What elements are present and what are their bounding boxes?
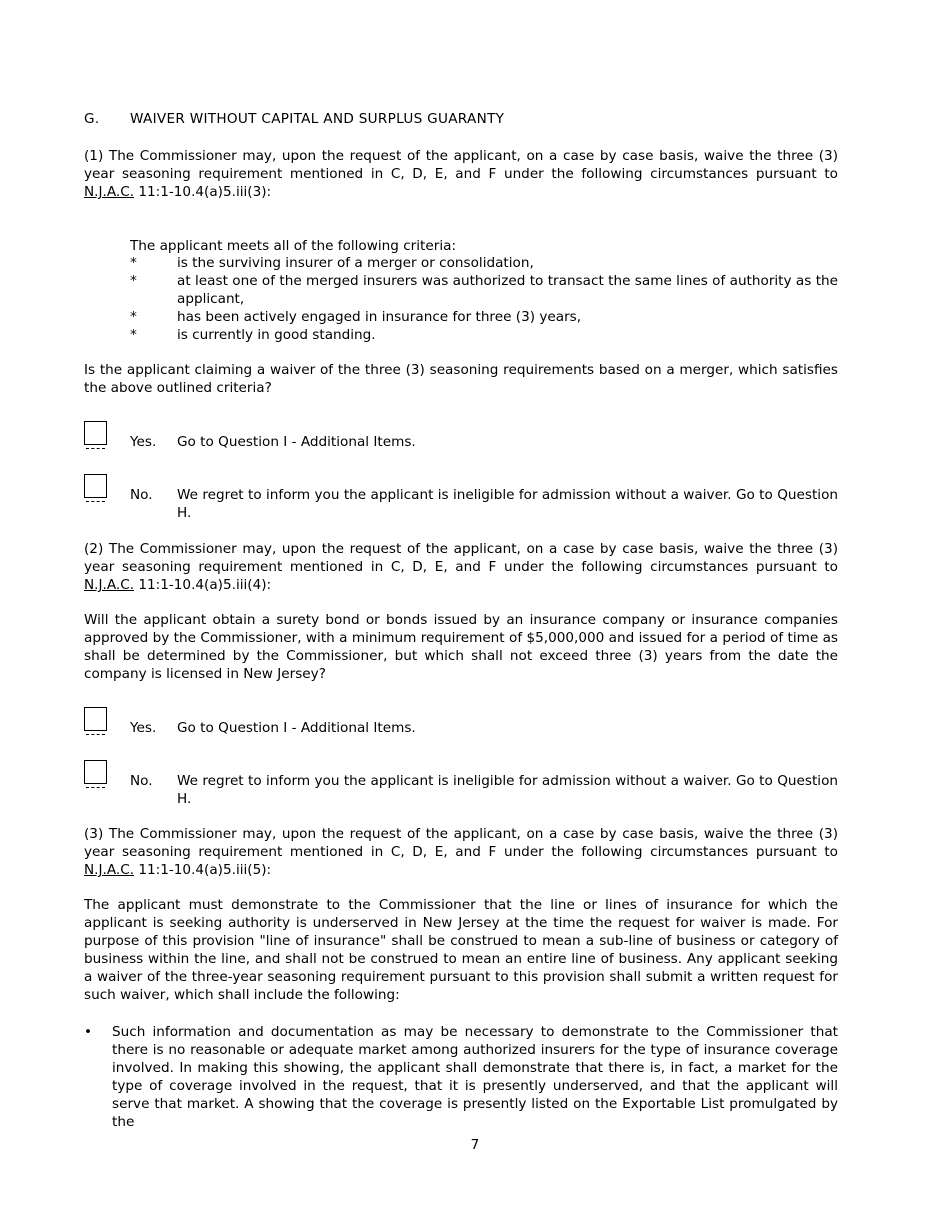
- no-label: No.: [130, 773, 153, 789]
- waiver-intro-1: (1) The Commissioner may, upon the request of the applicant, on a case by case basis, waive the three (3) year seasoning requirement mentioned in C, D, E, and F under the following circumstances pursuant to N.J.A.C. 11:1-10.4(a)5.iii(3):: [84, 148, 838, 200]
- njac-citation: N.J.A.C.: [84, 184, 135, 200]
- section-heading: [84, 110, 504, 128]
- yes-instruction: Go to Question I - Additional Items.: [177, 434, 416, 450]
- yes-label: Yes.: [130, 720, 157, 736]
- criteria-item: * is currently in good standing.: [130, 327, 376, 343]
- waiver-intro-3: (3) The Commissioner may, upon the request of the applicant, on a case by case basis, waive the three (3) year seasoning requirement mentioned in C, D, E, and F under the following circumstances pursuant to N.J.A.C. 11:1-10.4(a)5.iii(5):: [84, 826, 838, 878]
- no-instruction: We regret to inform you the applicant is ineligible for admission without a waiver. Go to Question H.: [177, 487, 838, 521]
- asterisk-bullet: *: [130, 273, 137, 289]
- page-number: 7: [470, 1137, 480, 1153]
- asterisk-bullet: *: [130, 309, 137, 325]
- merger-no-checkbox[interactable]: [84, 474, 107, 498]
- yes-instruction: Go to Question I - Additional Items.: [177, 720, 416, 736]
- section-letter: G.: [84, 111, 100, 127]
- surety-no-checkbox[interactable]: [84, 760, 107, 784]
- section-title: WAIVER WITHOUT CAPITAL AND SURPLUS GUARANTY: [130, 111, 505, 127]
- merger-yes-checkbox[interactable]: [84, 421, 107, 445]
- waiver-intro-2: (2) The Commissioner may, upon the request of the applicant, on a case by case basis, waive the three (3) year seasoning requirement mentioned in C, D, E, and F under the following circumstances pursuant to N.J.A.C. 11:1-10.4(a)5.iii(4):: [84, 541, 838, 593]
- criteria-intro: The applicant meets all of the following criteria:: [130, 238, 457, 254]
- underserved-paragraph: The applicant must demonstrate to the Commissioner that the line or lines of insurance for which the applicant is seeking authority is underserved in New Jersey at the time the request for waiver is made. For purpose of this provision "line of insurance" shall be construed to mean a sub-line of business or category of business within the line, and shall not be construed to mean an entire line of business. Any applicant seeking a waiver of the three-year seasoning requirement pursuant to this provision shall submit a written request for such waiver, which shall include the following:: [84, 897, 838, 1003]
- requirement-bullet-text: Such information and documentation as may be necessary to demonstrate to the Commissioner that there is no reasonable or adequate market among authorized insurers for the type of insurance coverage involved. In making this showing, the applicant shall demonstrate that there is, in fact, a market for the type of coverage involved in the request, that it is presently underserved, and that the applicant will serve that market. A showing that the coverage is presently listed on the Exportable List promulgated by the: [112, 1024, 838, 1130]
- criteria-item: * at least one of the merged insurers was authorized to transact the same lines of authority as the applicant,: [130, 273, 838, 307]
- no-label: No.: [130, 487, 153, 503]
- asterisk-bullet: *: [130, 255, 137, 271]
- no-instruction: We regret to inform you the applicant is ineligible for admission without a waiver. Go to Question H.: [177, 773, 838, 807]
- surety-yes-checkbox[interactable]: [84, 707, 107, 731]
- surety-bond-question: Will the applicant obtain a surety bond or bonds issued by an insurance company or insurance companies approved by the Commissioner, with a minimum requirement of $5,000,000 and issued for a period of time as shall be determined by the Commissioner, but which shall not exceed three (3) years from the date the company is licensed in New Jersey?: [84, 612, 838, 682]
- criteria-item: * is the surviving insurer of a merger or consolidation,: [130, 255, 534, 271]
- yes-label: Yes.: [130, 434, 157, 450]
- njac-citation: N.J.A.C.: [84, 577, 135, 593]
- bullet-dot: •: [84, 1024, 93, 1040]
- asterisk-bullet: *: [130, 327, 137, 343]
- merger-question: Is the applicant claiming a waiver of the three (3) seasoning requirements based on a merger, which satisfies the above outlined criteria?: [84, 362, 838, 396]
- criteria-item: * has been actively engaged in insurance for three (3) years,: [130, 309, 582, 325]
- njac-citation: N.J.A.C.: [84, 862, 135, 878]
